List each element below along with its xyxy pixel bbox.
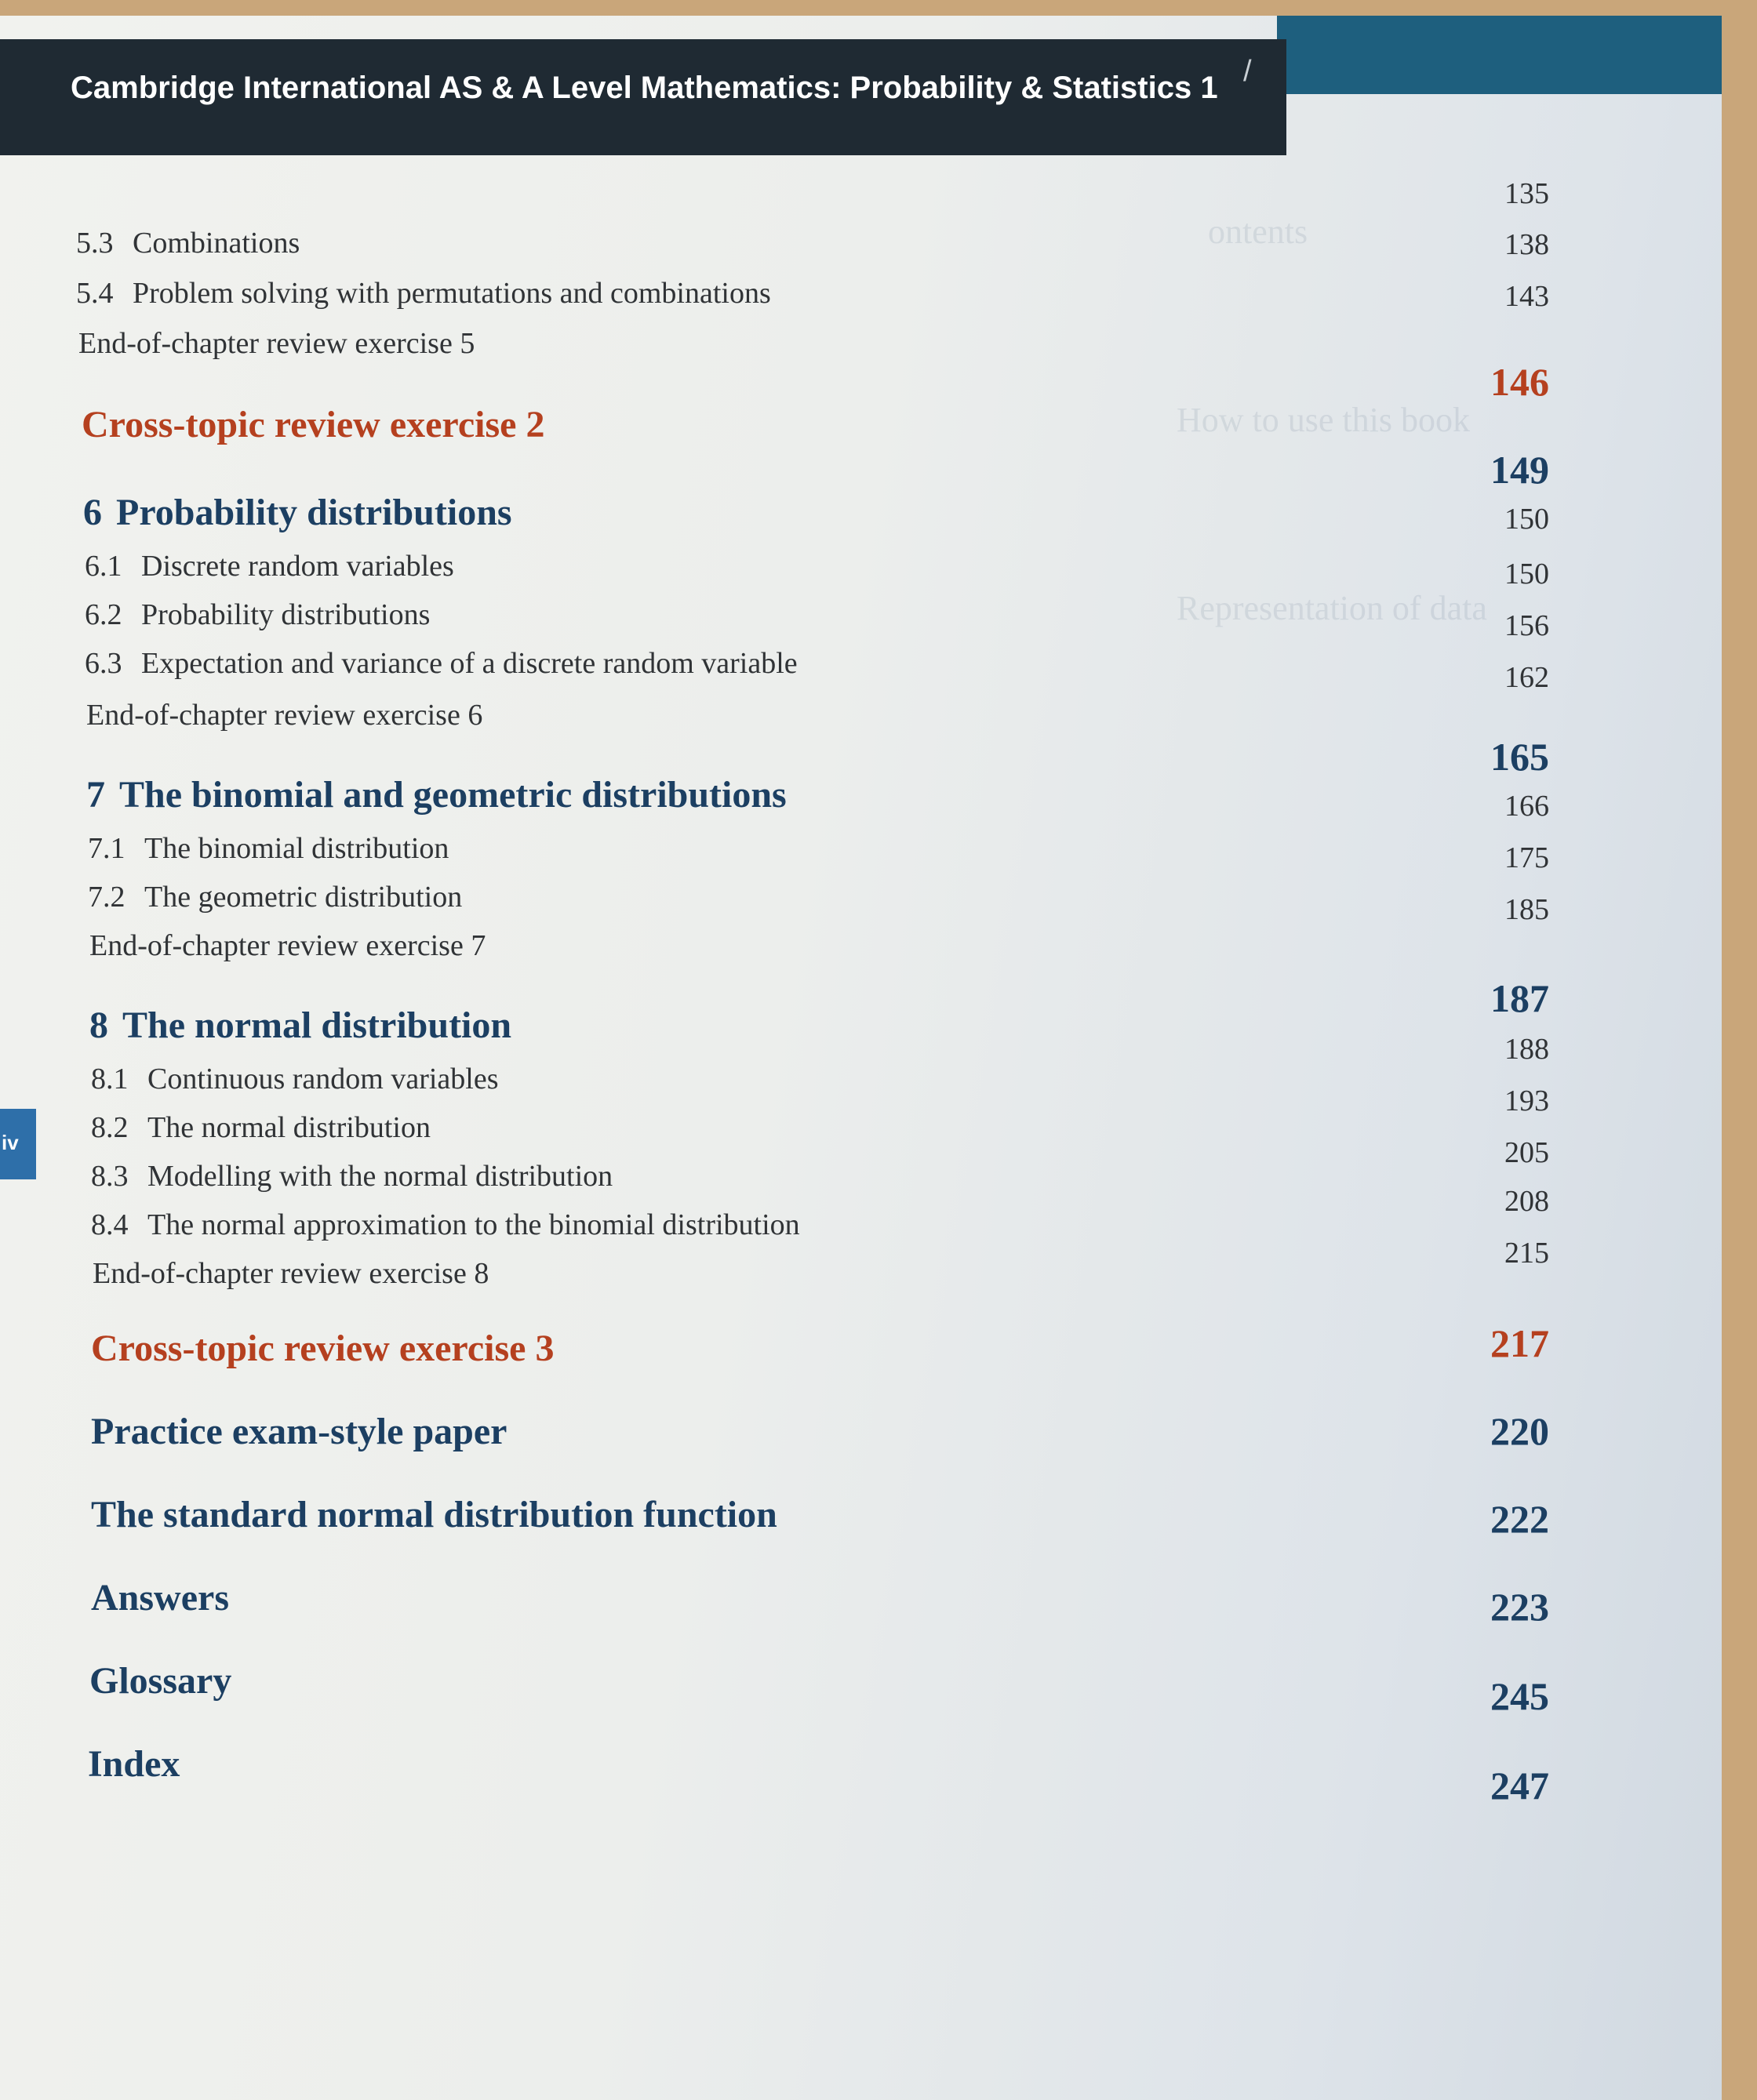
show-through-text: ontents <box>1208 213 1308 251</box>
toc-subsection[interactable] <box>85 646 798 681</box>
show-through-text: Representation of data <box>1177 589 1487 627</box>
toc-chapter[interactable] <box>86 773 787 816</box>
page-ref: 205 <box>1504 1136 1549 1169</box>
subsection-number: 5.4 <box>76 277 114 310</box>
subsection-title: Expectation and variance of a discrete random variable <box>141 647 798 680</box>
toc-subsection[interactable] <box>88 831 449 866</box>
page-ref: 220 <box>1490 1409 1549 1453</box>
chapter-title: The binomial and geometric distributions <box>119 774 787 816</box>
book-page <box>0 16 1722 2100</box>
show-through-text: How to use this book <box>1177 401 1470 439</box>
book-title: Cambridge International AS & A Level Mathematics: Probability & Statistics 1 <box>71 71 1218 105</box>
subsection-number: 8.3 <box>91 1160 129 1193</box>
toc-subsection[interactable] <box>91 1110 431 1145</box>
subsection-number: 8.2 <box>91 1111 129 1144</box>
subsection-title: Combinations <box>133 227 300 260</box>
page-ref: 143 <box>1504 280 1549 313</box>
chapter-number: 8 <box>89 1005 108 1046</box>
page-ref: 149 <box>1490 448 1549 492</box>
toc-subsection[interactable] <box>76 226 300 260</box>
subsection-title: The geometric distribution <box>144 881 463 914</box>
toc-subsection[interactable] <box>91 1062 498 1096</box>
subsection-title: Probability distributions <box>141 598 431 631</box>
page-ref: 165 <box>1490 735 1549 779</box>
page-ref: 135 <box>1504 177 1549 210</box>
toc-subsection[interactable] <box>88 880 462 914</box>
running-header <box>0 39 1286 155</box>
page-number-tab <box>0 1109 36 1179</box>
toc-practice-paper[interactable]: Practice exam-style paper <box>91 1411 507 1452</box>
subsection-title: Discrete random variables <box>141 550 454 583</box>
header-slash-mark: / <box>1243 55 1252 88</box>
toc-standard-normal-table[interactable]: The standard normal distribution function <box>91 1494 777 1535</box>
page-ref: 222 <box>1490 1497 1549 1541</box>
subsection-number: 7.1 <box>88 832 126 865</box>
toc-cross-topic-review[interactable]: Cross-topic review exercise 2 <box>82 404 545 445</box>
page-ref: 223 <box>1490 1585 1549 1629</box>
subsection-number: 8.4 <box>91 1208 129 1241</box>
toc-review-exercise[interactable]: End-of-chapter review exercise 8 <box>93 1257 489 1290</box>
page-ref: 175 <box>1504 841 1549 874</box>
page-ref: 166 <box>1504 790 1549 823</box>
page-ref: 156 <box>1504 609 1549 642</box>
page-ref: 247 <box>1490 1764 1549 1808</box>
subsection-number: 6.2 <box>85 598 122 631</box>
subsection-title: Problem solving with permutations and combinations <box>133 277 771 310</box>
page-ref: 215 <box>1504 1237 1549 1270</box>
page-ref: 208 <box>1504 1185 1549 1218</box>
page-ref: 162 <box>1504 661 1549 694</box>
toc-answers[interactable]: Answers <box>91 1577 229 1619</box>
chapter-title: The normal distribution <box>122 1005 512 1046</box>
subsection-number: 5.3 <box>76 227 114 260</box>
header-accent-band <box>1277 16 1722 94</box>
toc-index[interactable]: Index <box>88 1743 180 1785</box>
subsection-number: 7.2 <box>88 881 126 914</box>
page-ref: 217 <box>1490 1321 1549 1365</box>
subsection-title: Continuous random variables <box>147 1063 499 1095</box>
toc-subsection[interactable] <box>91 1159 613 1194</box>
toc-chapter[interactable] <box>89 1004 511 1047</box>
chapter-title: Probability distributions <box>116 492 512 533</box>
subsection-number: 6.1 <box>85 550 122 583</box>
subsection-number: 6.3 <box>85 647 122 680</box>
page-ref: 187 <box>1490 976 1549 1020</box>
page-ref: 150 <box>1504 558 1549 590</box>
toc-glossary[interactable]: Glossary <box>89 1660 232 1702</box>
chapter-number: 6 <box>83 492 102 533</box>
toc-chapter[interactable] <box>83 491 512 534</box>
page-number-label: iv <box>2 1131 19 1154</box>
toc-subsection[interactable] <box>85 549 454 583</box>
subsection-title: The binomial distribution <box>144 832 449 865</box>
page-ref: 185 <box>1504 893 1549 926</box>
toc-review-exercise[interactable]: End-of-chapter review exercise 5 <box>78 327 475 360</box>
chapter-number: 7 <box>86 774 105 816</box>
page-ref: 188 <box>1504 1033 1549 1066</box>
toc-review-exercise[interactable]: End-of-chapter review exercise 7 <box>89 929 486 962</box>
page-ref: 193 <box>1504 1085 1549 1117</box>
subsection-title: The normal distribution <box>147 1111 431 1144</box>
subsection-number: 8.1 <box>91 1063 129 1095</box>
page-ref: 150 <box>1504 503 1549 536</box>
toc-subsection[interactable] <box>91 1208 800 1242</box>
toc-cross-topic-review[interactable]: Cross-topic review exercise 3 <box>91 1328 555 1369</box>
subsection-title: The normal approximation to the binomial distribution <box>147 1208 800 1241</box>
toc-subsection[interactable] <box>85 598 430 632</box>
page-ref: 138 <box>1504 228 1549 261</box>
subsection-title: Modelling with the normal distribution <box>147 1160 613 1193</box>
toc-subsection[interactable] <box>76 276 771 311</box>
page-ref: 245 <box>1490 1674 1549 1718</box>
page-ref: 146 <box>1490 360 1549 404</box>
toc-review-exercise[interactable]: End-of-chapter review exercise 6 <box>86 699 483 732</box>
